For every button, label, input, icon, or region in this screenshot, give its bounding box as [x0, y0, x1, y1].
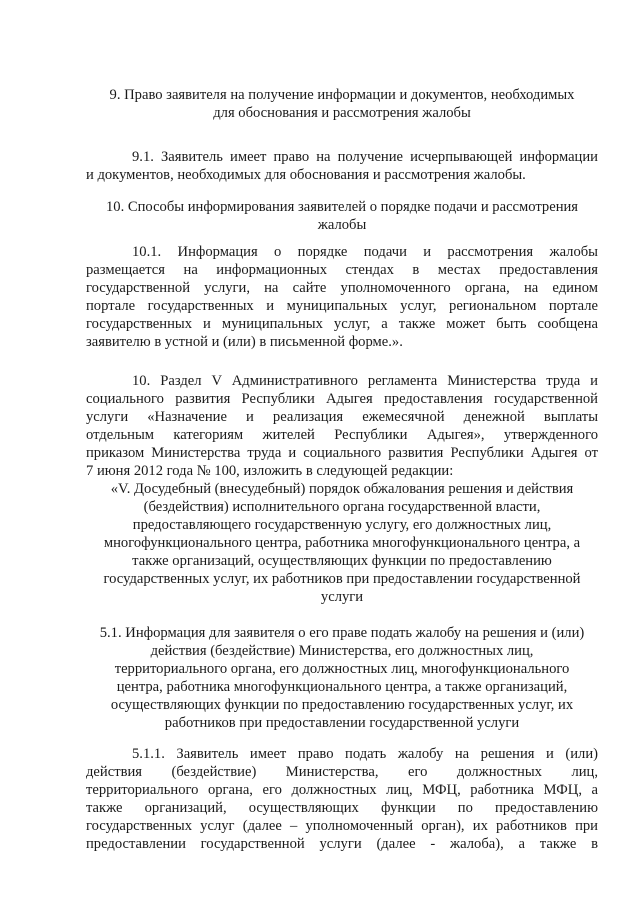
text-line: центра, работника многофункционального центра, а также организаций,: [116, 679, 568, 695]
text-line: жалобы: [317, 217, 367, 233]
text-line: и документов, необходимых для обоснования и рассмотрения жалобы.: [86, 167, 526, 183]
paragraph-9-1: [86, 148, 598, 184]
text-line: (бездействия) исполнительного органа государственной власти,: [143, 499, 541, 515]
section-5-1-heading: [86, 624, 598, 732]
text-line: также организаций, осуществляющих функции по предоставлению: [132, 553, 552, 569]
text-line: предоставляющего государственную услугу, его должностных лиц,: [132, 517, 552, 533]
text-line: государственных услуг, их работников при предоставлении государственной: [103, 571, 581, 587]
text-line: 9.1. Заявитель имеет право на получение исчерпывающей информации: [132, 149, 598, 165]
paragraph-5-1-1: [86, 745, 598, 853]
text-line: территориального органа, его должностных лиц, многофункционального: [114, 661, 570, 677]
text-line: государственных услуг (далее – уполномоченный орган), их работников при: [86, 818, 598, 834]
text-line: социального развития Республики Адыгея предоставления государственной: [86, 391, 598, 407]
text-line: заявителю в устной и (или) в письменной форме.».: [86, 334, 403, 350]
section-10-heading: [86, 198, 598, 234]
text-line: государственной услуги, на сайте уполномоченного органа, на едином: [86, 280, 598, 296]
text-line: «V. Досудебный (внесудебный) порядок обжалования решения и действия: [110, 481, 574, 497]
text-line: 9. Право заявителя на получение информации и документов, необходимых: [109, 87, 575, 103]
paragraph-10-1: [86, 243, 598, 351]
text-line: также организаций, осуществляющих функции по предоставлению: [86, 800, 598, 816]
text-line: отдельным категориям жителей Республики Адыгея», утвержденного: [86, 427, 598, 443]
text-line: территориального органа, его должностных лиц, МФЦ, работника МФЦ, а: [86, 782, 598, 798]
text-line: размещается на информационных стендах в местах предоставления: [86, 262, 598, 278]
item-10-amendment: [86, 372, 598, 480]
text-line: приказом Министерства труда и социального развития Республики Адыгея от: [86, 445, 598, 461]
section-v-title: [86, 480, 598, 606]
text-line: 10.1. Информация о порядке подачи и рассмотрения жалобы: [132, 244, 598, 260]
section-9-heading: [86, 86, 598, 122]
text-line: многофункционального центра, работника многофункционального центра, а: [103, 535, 581, 551]
text-line: услуги: [320, 589, 364, 605]
text-line: услуги «Назначение и реализация ежемесячной денежной выплаты: [86, 409, 598, 425]
text-line: работников при предоставлении государственной услуги: [164, 715, 520, 731]
text-line: осуществляющих функции по предоставлению государственных услуг, их: [110, 697, 574, 713]
text-line: 7 июня 2012 года № 100, изложить в следующей редакции:: [86, 463, 454, 479]
text-line: 10. Способы информирования заявителей о порядке подачи и рассмотрения: [105, 199, 579, 215]
text-line: 10. Раздел V Административного регламента Министерства труда и: [132, 373, 598, 389]
text-line: для обоснования и рассмотрения жалобы: [213, 105, 471, 121]
text-line: действия (бездействие) Министерства, его должностных лиц,: [150, 643, 534, 659]
text-line: действия (бездействие) Министерства, его должностных лиц,: [86, 764, 598, 780]
text-line: государственных и муниципальных услуг, а также может быть сообщена: [86, 316, 598, 332]
text-line: предоставлении государственной услуги (далее - жалоба), а также в: [86, 836, 598, 852]
text-line: 5.1.1. Заявитель имеет право подать жалобу на решения и (или): [132, 746, 598, 762]
text-line: портале государственных и муниципальных услуг, региональном портале: [86, 298, 598, 314]
text-line: 5.1. Информация для заявителя о его праве подать жалобу на решения и (или): [99, 625, 585, 641]
